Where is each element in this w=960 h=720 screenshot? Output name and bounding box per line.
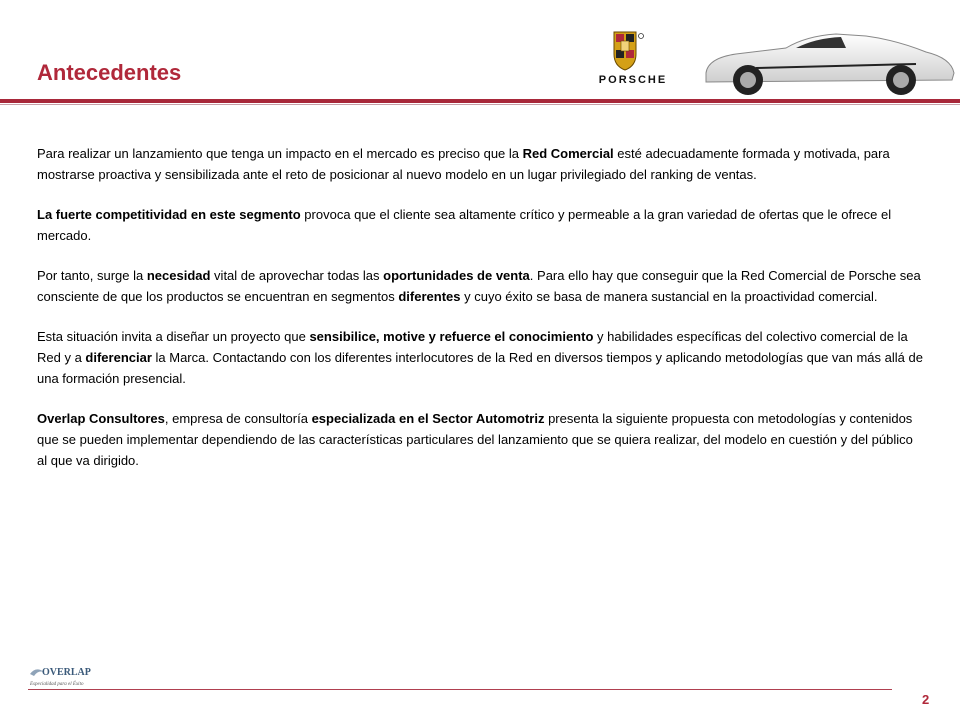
text-run: esté adecuadamente formada y motivada, para mostrarse proactiva y sensibilizada ante el reto de posicionar al nuevo modelo en un lugar privilegiado del ranking de ventas.: [37, 146, 890, 182]
paragraph: [37, 204, 925, 246]
car-photo: [696, 18, 960, 102]
page-number: 2: [922, 692, 930, 707]
overlap-logo-tagline: Especialidad para el Éxito: [30, 682, 84, 687]
text-run: , empresa de consultoría: [164, 411, 312, 426]
paragraph: [37, 408, 925, 471]
text-run: y cuyo éxito se basa de manera sustancial en la proactividad comercial.: [460, 289, 878, 304]
text-run: presenta la siguiente propuesta con metodologías y contenidos que se pueden implementar dependiendo de las características particulares del lanzamiento que se quiera realizar, del modelo en cuestión y del público al que va dirigido.: [37, 411, 913, 468]
text-run: provoca que el cliente sea altamente crítico y permeable a la gran variedad de ofertas que le ofrece el mercado.: [37, 207, 892, 243]
bold-text: sensibilice, motive y refuerce el conocimiento: [309, 329, 594, 344]
header-divider-shadow: [0, 104, 960, 105]
bold-text: especializada en el Sector Automotriz: [311, 411, 545, 426]
page-title: Antecedentes: [37, 60, 182, 85]
bold-text: diferentes: [398, 289, 461, 304]
bold-text: necesidad: [146, 268, 211, 283]
porsche-crest-icon: [614, 32, 644, 70]
text-run: y habilidades específicas del colectivo comercial de la Red y a: [37, 329, 908, 365]
text-run: la Marca. Contactando con los diferentes interlocutores de la Red en diversos tiempos y aplicando metodologías que van más allá de una formación presencial.: [37, 350, 923, 386]
paragraph: [37, 265, 925, 307]
bold-text: oportunidades de venta: [383, 268, 530, 283]
text-run: Esta situación invita a diseñar un proyecto que: [37, 329, 310, 344]
text-run: vital de aprovechar todas las: [210, 268, 384, 283]
text-run: Para realizar un lanzamiento que tenga un impacto en el mercado es preciso que la: [37, 146, 523, 161]
header-divider: [0, 99, 960, 103]
bold-text: Overlap Consultores: [37, 411, 165, 426]
porsche-logo: [578, 28, 688, 88]
bold-text: diferenciar: [85, 350, 152, 365]
footer-divider: [28, 689, 892, 690]
overlap-logo: [28, 664, 118, 688]
text-run: . Para ello hay que conseguir que la Red Comercial de Porsche sea consciente de que los productos se encuentran en segmentos: [37, 268, 921, 304]
overlap-logo-text: OVERLAP: [42, 667, 91, 678]
paragraph: [37, 326, 925, 389]
paragraph: [37, 143, 925, 185]
bold-text: Red Comercial: [522, 146, 614, 161]
bold-text: La fuerte competitividad en este segmento: [37, 207, 301, 222]
body-text: [37, 143, 925, 490]
text-run: Por tanto, surge la: [37, 268, 147, 283]
porsche-wordmark: PORSCHE: [598, 74, 668, 86]
